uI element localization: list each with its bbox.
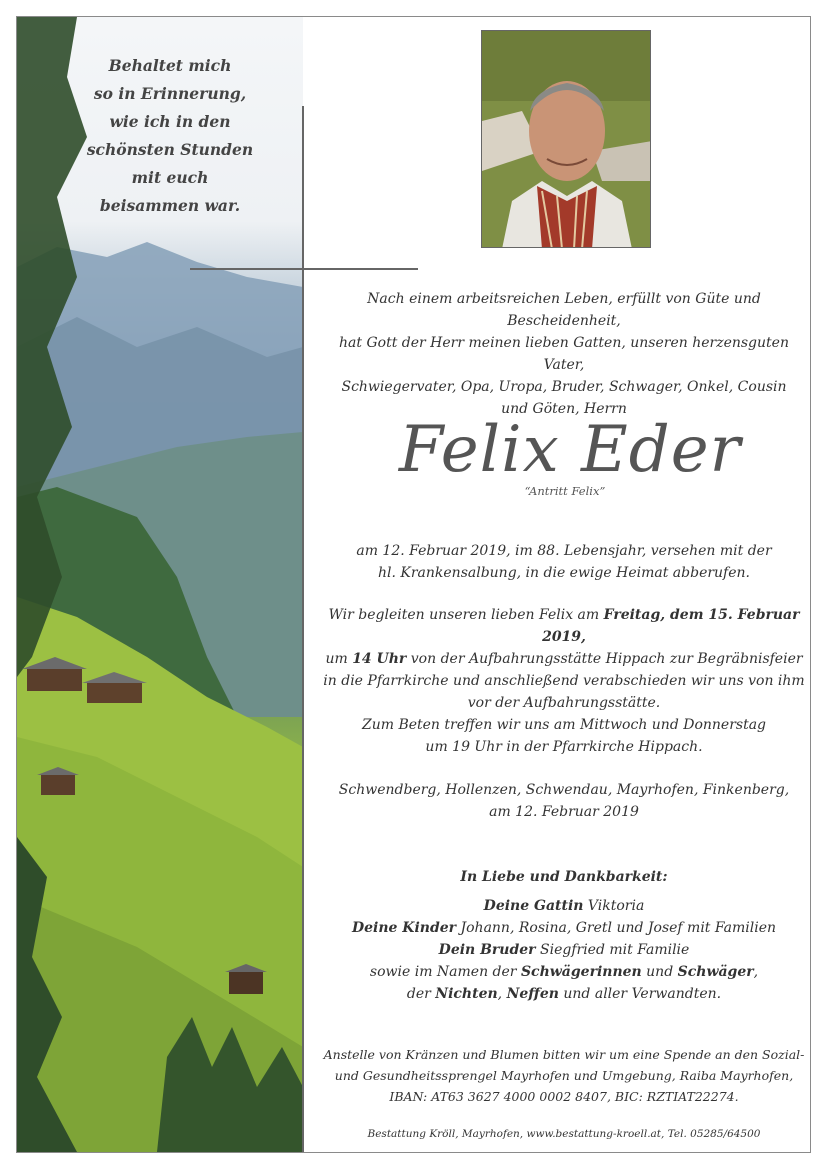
- mourner-label: Deine Gattin: [483, 898, 584, 914]
- donation-note: [318, 1044, 810, 1107]
- prayer-details: [318, 714, 810, 758]
- mourner-text: der: [406, 986, 436, 1002]
- funeral-time: 14 Uhr: [352, 651, 407, 667]
- mourner-text: und aller Verwandten.: [558, 986, 722, 1002]
- mourner-label: Deine Kinder: [351, 920, 457, 936]
- intro-line: Nach einem arbeitsreichen Leben, erfüllt von Güte und Bescheidenheit,: [367, 291, 761, 329]
- mourner-brother: [318, 939, 810, 961]
- funeral-line: [318, 604, 810, 648]
- mourner-names: Johann, Rosina, Gretl und Josef mit Familien: [456, 920, 776, 936]
- death-line: hl. Krankensalbung, in die ewige Heimat abberufen.: [378, 565, 750, 581]
- deceased-nickname: “Antritt Felix”: [524, 484, 606, 498]
- funeral-line: [318, 648, 810, 670]
- mourner-label: Neffen: [506, 986, 559, 1002]
- undertaker-footer: Bestattung Kröll, Mayrhofen, www.bestattung-kroell.at, Tel. 05285/64500: [367, 1128, 761, 1140]
- quote-line: schönsten Stunden: [86, 140, 254, 159]
- funeral-details: [318, 604, 810, 714]
- mourner-text: sowie im Namen der: [369, 964, 521, 980]
- portrait-photo: [481, 30, 651, 248]
- mourners-list: [318, 895, 810, 1005]
- funeral-text: von der Aufbahrungsstätte Hippach zur Begräbnisfeier: [406, 651, 803, 667]
- mourner-relatives: [318, 983, 810, 1005]
- death-line: am 12. Februar 2019, im 88. Lebensjahr, versehen mit der: [356, 543, 772, 559]
- donation-line: und Gesundheitssprengel Mayrhofen und Umgebung, Raiba Mayrhofen,: [334, 1068, 794, 1083]
- mourner-text: ,: [497, 986, 507, 1002]
- mourner-names: Viktoria: [583, 898, 645, 914]
- funeral-text: Wir begleiten unseren lieben Felix am: [328, 607, 604, 623]
- places-line: am 12. Februar 2019: [489, 804, 639, 820]
- mourner-label: Dein Bruder: [438, 942, 536, 958]
- mourner-text: und: [641, 964, 678, 980]
- cross-horizontal-bar: [190, 268, 418, 270]
- funeral-line: vor der Aufbahrungsstätte.: [467, 695, 661, 711]
- funeral-date: Freitag, dem 15. Februar 2019,: [542, 607, 800, 645]
- cross-vertical-bar: [302, 106, 304, 1152]
- intro-line: hat Gott der Herr meinen lieben Gatten, unseren herzensguten Vater,: [339, 335, 789, 373]
- mourner-inlaws: [318, 961, 810, 983]
- funeral-text: um: [325, 651, 353, 667]
- funeral-line: in die Pfarrkirche und anschließend verabschieden wir uns von ihm: [323, 673, 805, 689]
- mourner-label: Schwägerinnen: [520, 964, 642, 980]
- mourner-label: Nichten: [435, 986, 498, 1002]
- places-date: [318, 779, 810, 823]
- mourners-heading: In Liebe und Dankbarkeit:: [460, 869, 668, 885]
- donation-line: IBAN: AT63 3627 4000 0002 8407, BIC: RZTIAT22274.: [389, 1089, 739, 1104]
- intro-text: [318, 288, 810, 420]
- prayer-line: um 19 Uhr in der Pfarrkirche Hippach.: [425, 739, 703, 755]
- quote-line: wie ich in den: [109, 112, 231, 131]
- memorial-quote: [60, 52, 280, 220]
- deceased-name: Felix Eder: [398, 413, 742, 487]
- quote-line: mit euch: [131, 168, 209, 187]
- quote-line: so in Erinnerung,: [93, 84, 247, 103]
- quote-line: Behaltet mich: [108, 56, 232, 75]
- mourner-label: Schwäger: [677, 964, 754, 980]
- mourner-wife: [318, 895, 810, 917]
- intro-line: und Göten, Herrn: [501, 401, 627, 417]
- mourner-children: [318, 917, 810, 939]
- mourner-names: Siegfried mit Familie: [535, 942, 690, 958]
- death-notice: [318, 540, 810, 584]
- prayer-line: Zum Beten treffen wir uns am Mittwoch und Donnerstag: [361, 717, 767, 733]
- intro-line: Schwiegervater, Opa, Uropa, Bruder, Schwager, Onkel, Cousin: [341, 379, 787, 395]
- quote-line: beisammen war.: [99, 196, 241, 215]
- mourner-text: ,: [753, 964, 759, 980]
- places-line: Schwendberg, Hollenzen, Schwendau, Mayrhofen, Finkenberg,: [338, 782, 790, 798]
- donation-line: Anstelle von Kränzen und Blumen bitten wir um eine Spende an den Sozial-: [323, 1047, 805, 1062]
